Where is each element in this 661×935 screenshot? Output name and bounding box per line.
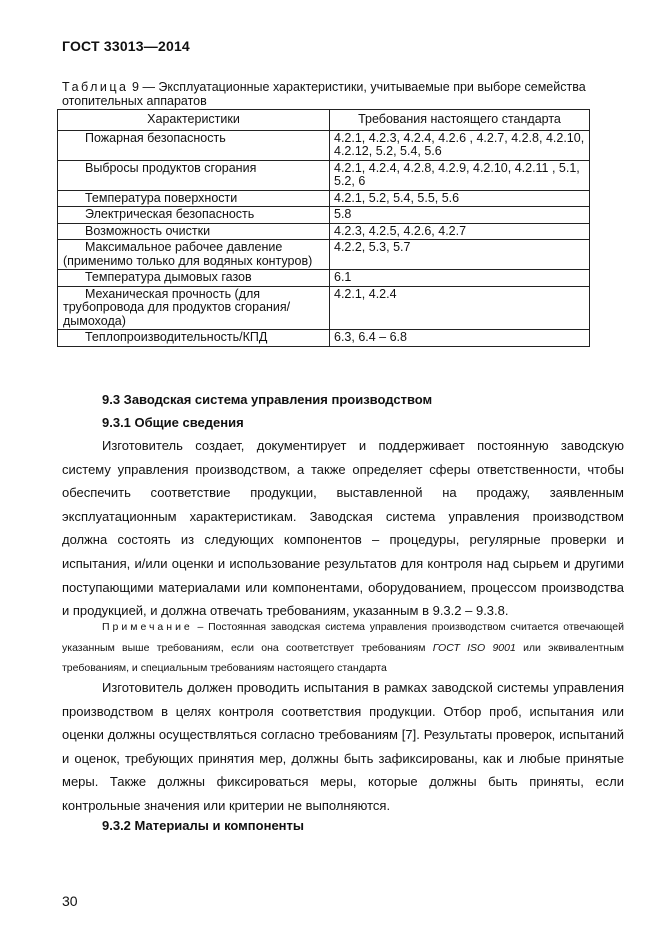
requirements-cell: 4.2.1, 4.2.3, 4.2.4, 4.2.6 , 4.2.7, 4.2.8, 4.2.10, 4.2.12, 5.2, 5.4, 5.6 [330, 130, 590, 160]
page-number: 30 [62, 893, 78, 909]
table-row [58, 130, 590, 160]
note [62, 617, 624, 679]
section-heading-9-3-1: 9.3.1 Общие сведения [102, 415, 244, 430]
table-row [58, 190, 590, 207]
characteristic-cell: Электрическая безопасность [58, 207, 330, 224]
characteristic-cell: Температура дымовых газов [58, 270, 330, 287]
document-header: ГОСТ 33013—2014 [62, 38, 190, 54]
table-caption-number: 9 [132, 80, 139, 94]
table-caption-text: — Эксплуатационные характеристики, учитываемые при выборе семейства отопительных аппаратов [62, 80, 586, 108]
characteristic-cell: Теплопроизводительность/КПД [58, 330, 330, 347]
table-caption [62, 80, 602, 108]
paragraph-testing-text: Изготовитель должен проводить испытания в рамках заводской системы управления производством в целях контроля соответствия продукции. Отбор проб, испытания или оценки должны осуществляться согласно требованиям [7]. Результаты проверок, испытаний и оценок, требующих принятия мер, должны быть зафиксированы, как и любые принятые меры. Также должны фиксироваться меры, которые должны быть приняты, если контрольные значения или критерии не выполняются. [62, 680, 624, 813]
table-row [58, 286, 590, 330]
column-header-requirements: Требования настоящего стандарта [330, 110, 590, 131]
note-lead: Примечание [102, 621, 193, 633]
column-header-characteristics: Характеристики [58, 110, 330, 131]
table-row [58, 330, 590, 347]
table-row [58, 160, 590, 190]
requirements-cell: 6.1 [330, 270, 590, 287]
requirements-cell: 4.2.1, 4.2.4, 4.2.8, 4.2.9, 4.2.10, 4.2.11 , 5.1, 5.2, 6 [330, 160, 590, 190]
table-row [58, 270, 590, 287]
table-body [58, 130, 590, 346]
characteristic-cell: Пожарная безопасность [58, 130, 330, 160]
characteristic-cell: Выбросы продуктов сгорания [58, 160, 330, 190]
characteristics-table [57, 109, 590, 347]
characteristic-cell: Температура поверхности [58, 190, 330, 207]
characteristic-cell: Возможность очистки [58, 223, 330, 240]
note-reference: ГОСТ ISO 9001 [432, 641, 516, 654]
requirements-cell: 5.8 [330, 207, 590, 224]
requirements-cell: 4.2.3, 4.2.5, 4.2.6, 4.2.7 [330, 223, 590, 240]
characteristic-cell: Механическая прочность (для трубопровода для продуктов сгорания/дымохода) [58, 286, 330, 330]
section-heading-9-3: 9.3 Заводская система управления производством [102, 392, 433, 407]
note-text-b: или эквивалентным требованиям, и специальным требованиям настоящего стандарта [62, 641, 624, 674]
requirements-cell: 6.3, 6.4 – 6.8 [330, 330, 590, 347]
note-text-a: – Постоянная заводская система управления производством считается отвечающей указанным выше требованиям, если она соответствует требованиям [62, 621, 625, 654]
table-caption-lead: Таблица [62, 80, 129, 94]
table-header-row [58, 110, 590, 131]
requirements-cell: 4.2.2, 5.3, 5.7 [330, 240, 590, 270]
requirements-cell: 4.2.1, 4.2.4 [330, 286, 590, 330]
requirements-cell: 4.2.1, 5.2, 5.4, 5.5, 5.6 [330, 190, 590, 207]
section-heading-9-3-2: 9.3.2 Материалы и компоненты [102, 818, 304, 833]
table-row [58, 240, 590, 270]
characteristic-cell: Максимальное рабочее давление (применимо только для водяных контуров) [58, 240, 330, 270]
paragraph-general-text: Изготовитель создает, документирует и поддерживает постоянную заводскую систему управления производством, а также определяет сферы ответственности, чтобы обеспечить соответствие продукции, выставленной на продажу, заявленным эксплуатационным характеристикам. Заводская система управления производством должна состоять из следующих компонентов – процедуры, регулярные проверки и испытания, и/или оценки и использование результатов для контроля над сырьем и другими поступающими материалами или компонентами, оборудованием, процессом производства и продукцией, и должна отвечать требованиям, указанным в 9.3.2 – 9.3.8. [62, 438, 624, 619]
paragraph-testing [62, 676, 624, 818]
paragraph-general [62, 434, 624, 623]
table-row [58, 223, 590, 240]
table-row [58, 207, 590, 224]
